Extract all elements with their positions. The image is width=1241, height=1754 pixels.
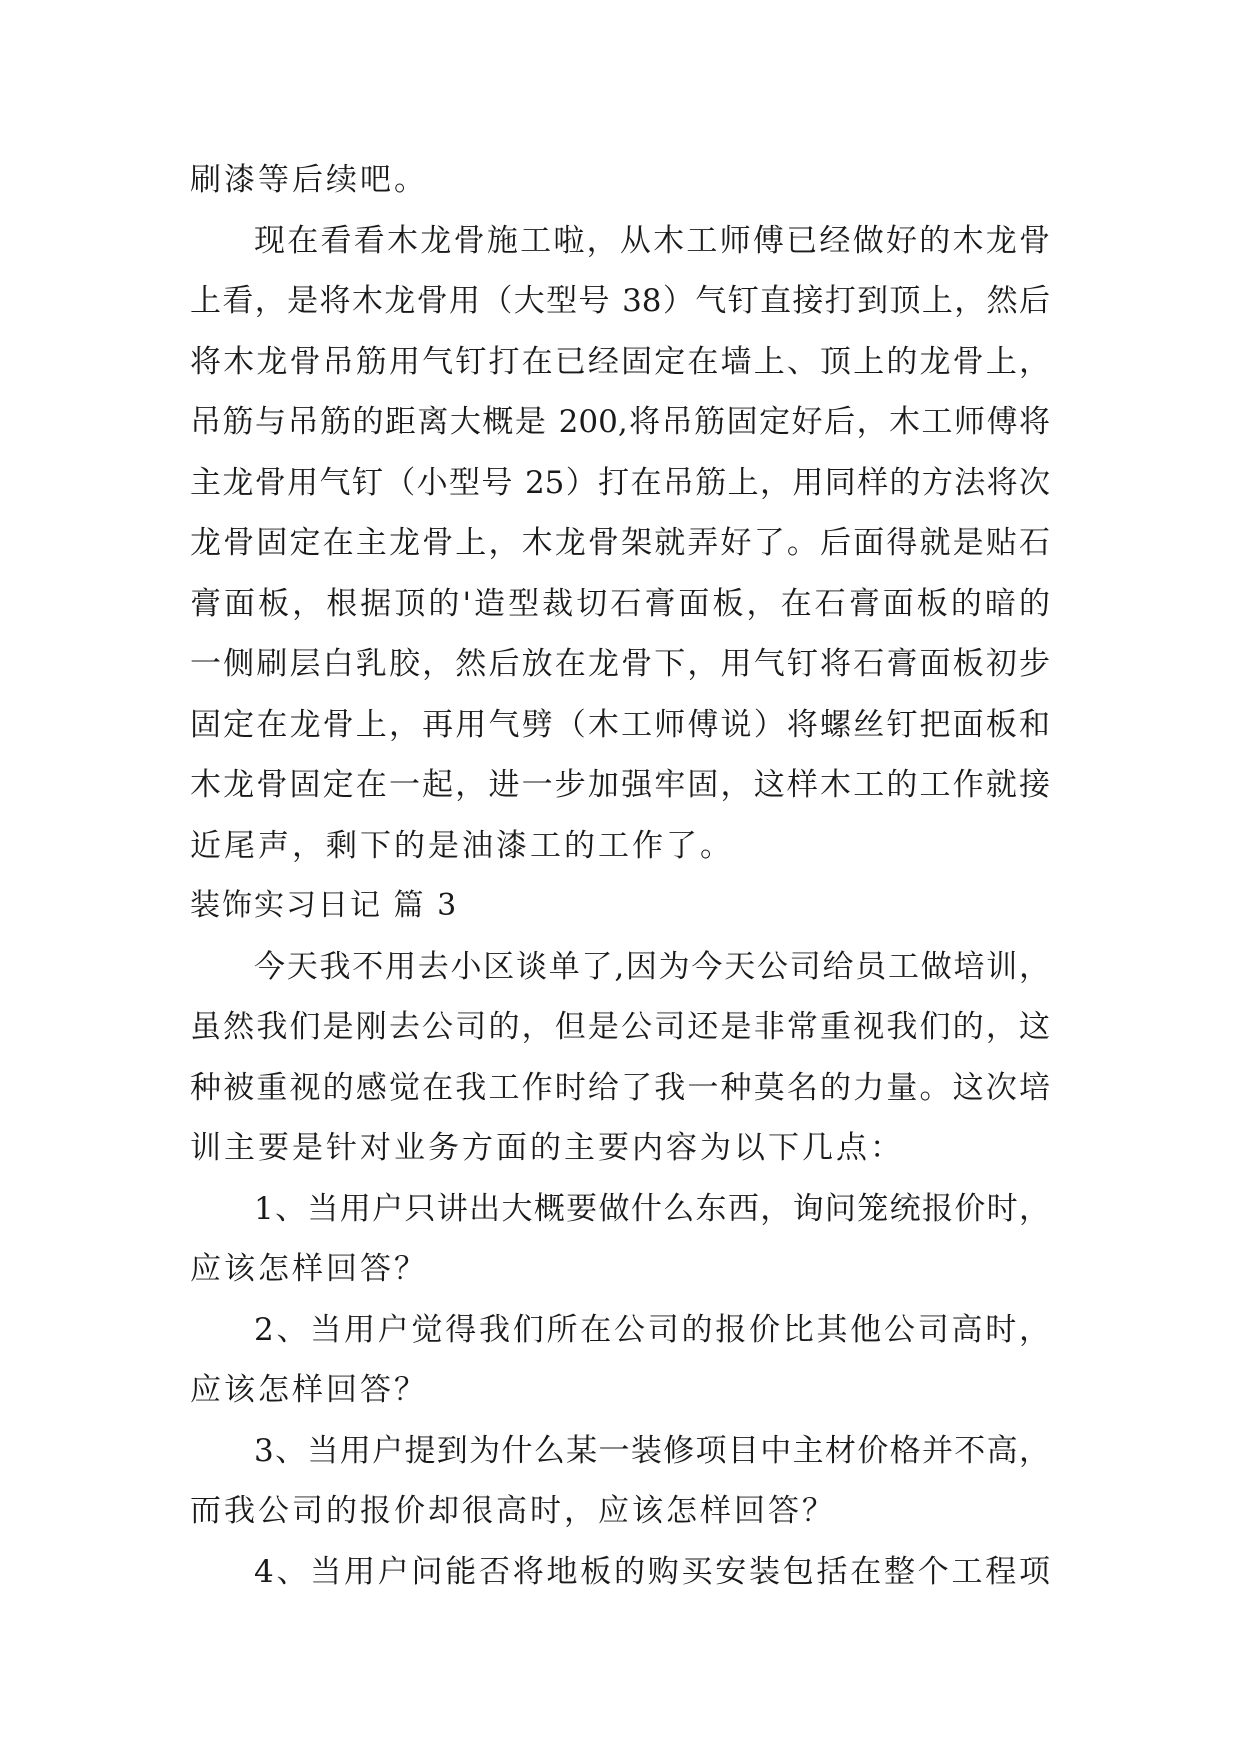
text-line: 龙骨固定在主龙骨上，木龙骨架就弄好了。后面得就是贴石 [190, 525, 1050, 561]
text-line: 一侧刷层白乳胶，然后放在龙骨下，用气钉将石膏面板初步 [190, 646, 1050, 682]
section-heading: 装饰实习日记 篇 3 [190, 888, 459, 923]
list-item-4: 4、当用户问能否将地板的购买安装包括在整个工程项 [254, 1553, 1050, 1590]
text-line: 上看，是将木龙骨用（大型号 38）气钉直接打到顶上，然后 [190, 283, 1050, 319]
text-line: 固定在龙骨上，再用气劈（木工师傅说）将螺丝钉把面板和 [190, 706, 1050, 743]
text-line: 刷漆等后续吧。 [190, 162, 428, 198]
text-line: 应该怎样回答？ [190, 1251, 428, 1287]
text-line: 训主要是针对业务方面的主要内容为以下几点： [190, 1130, 904, 1166]
text-line: 近尾声，剩下的是油漆工的工作了。 [190, 827, 734, 864]
text-line: 应该怎样回答？ [190, 1372, 428, 1408]
text-line: 种被重视的感觉在我工作时给了我一种莫名的力量。这次培 [190, 1069, 1050, 1106]
text-line: 今天我不用去小区谈单了,因为今天公司给员工做培训， [254, 948, 1050, 985]
list-item-2: 2、当用户觉得我们所在公司的报价比其他公司高时， [254, 1311, 1050, 1348]
text-line: 而我公司的报价却很高时，应该怎样回答？ [190, 1493, 836, 1529]
text-line: 将木龙骨吊筋用气钉打在已经固定在墙上、顶上的龙骨上， [190, 343, 1050, 380]
text-line: 主龙骨用气钉（小型号 25）打在吊筋上，用同样的方法将次 [190, 464, 1050, 501]
text-line: 膏面板，根据顶的'造型裁切石膏面板，在石膏面板的暗的 [190, 585, 1050, 622]
list-item-3: 3、当用户提到为什么某一装修项目中主材价格并不高， [254, 1432, 1050, 1469]
text-line: 现在看看木龙骨施工啦，从木工师傅已经做好的木龙骨 [254, 222, 1050, 259]
text-line: 吊筋与吊筋的距离大概是 200,将吊筋固定好后，木工师傅将 [190, 404, 1050, 440]
text-line: 虽然我们是刚去公司的，但是公司还是非常重视我们的，这 [190, 1009, 1050, 1045]
text-line: 木龙骨固定在一起，进一步加强牢固，这样木工的工作就接 [190, 767, 1050, 803]
document-page [190, 150, 1050, 1602]
list-item-1: 1、当用户只讲出大概要做什么东西，询问笼统报价时， [254, 1190, 1050, 1227]
